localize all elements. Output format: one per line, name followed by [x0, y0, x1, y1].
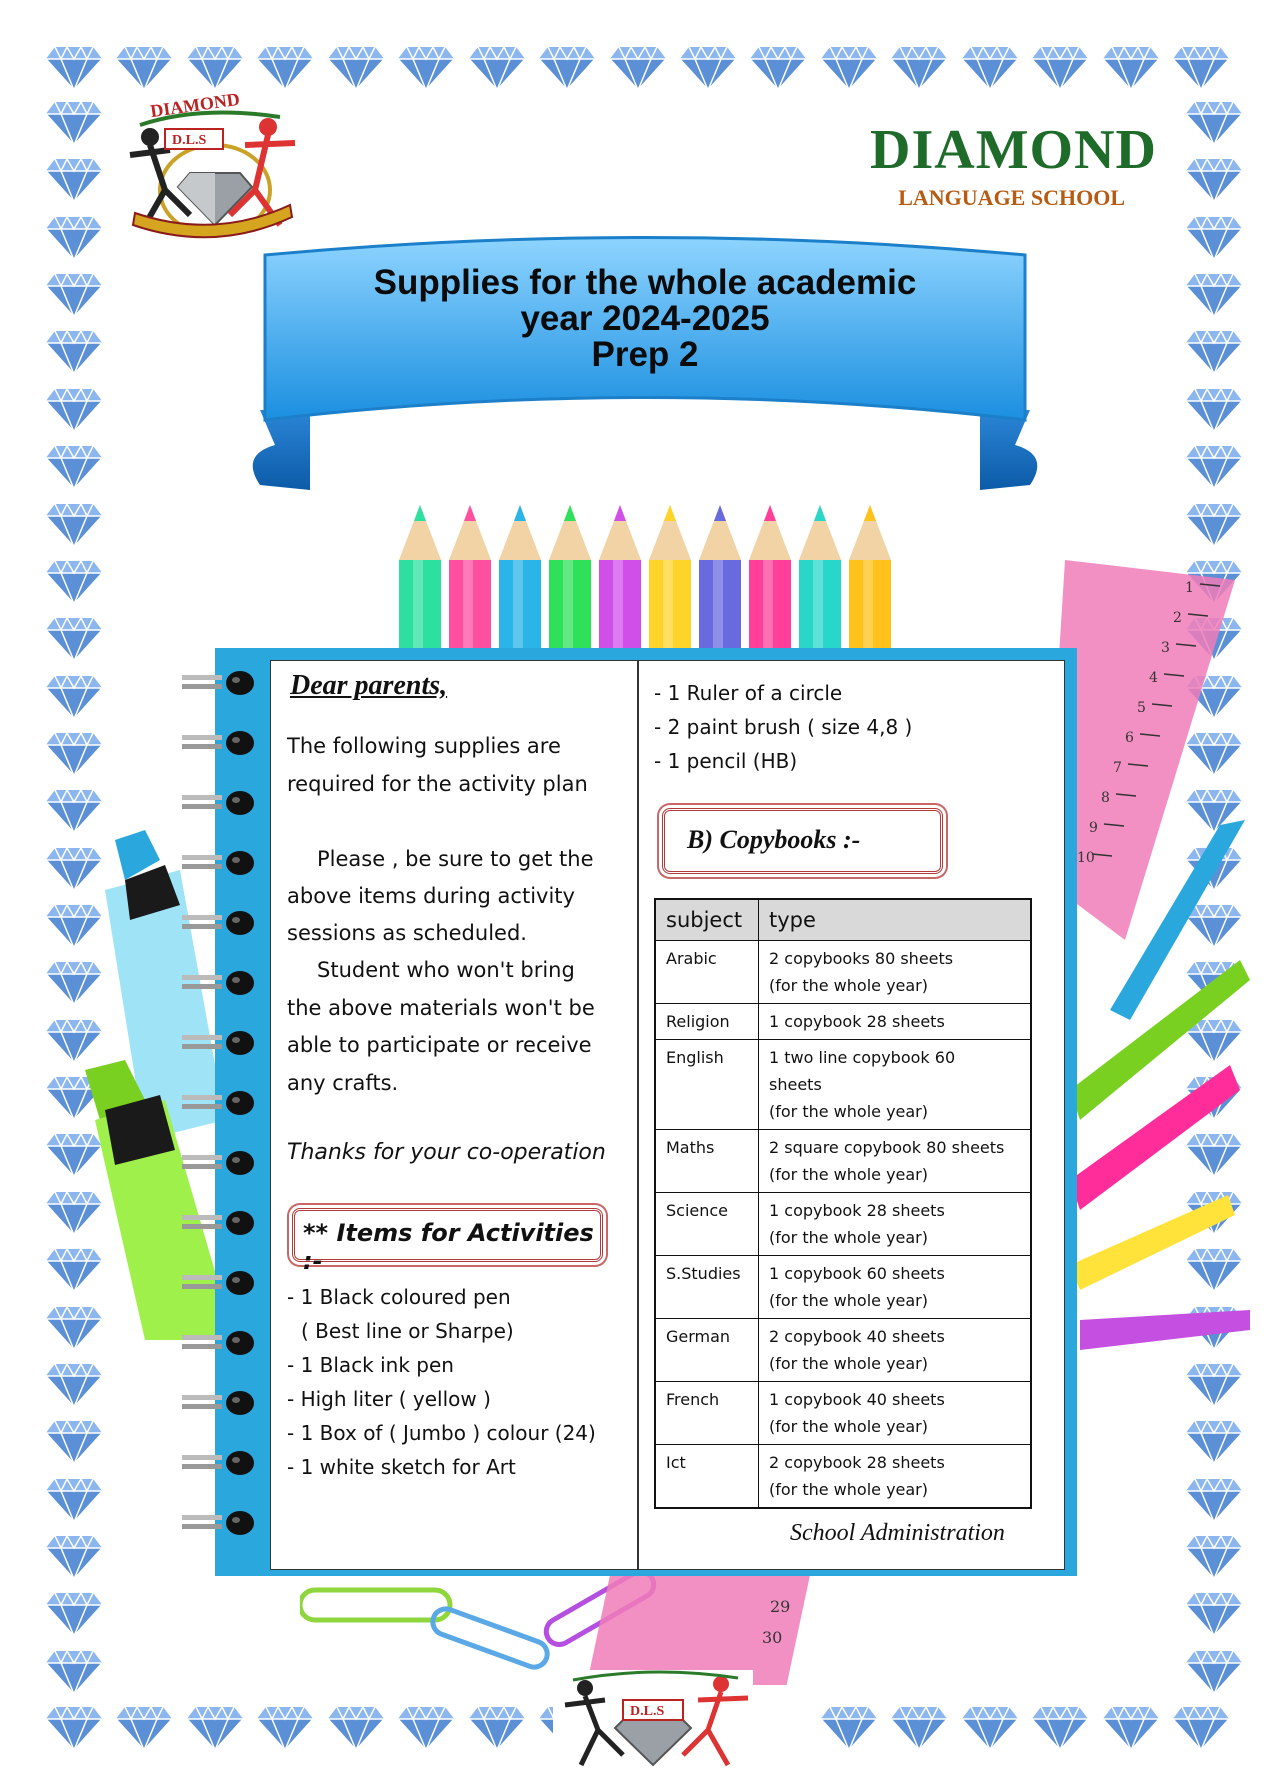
- ruler-number: 9: [1089, 820, 1098, 836]
- diamond-icon: [1185, 215, 1243, 261]
- diamond-icon: [749, 45, 807, 91]
- diamond-icon: [1185, 329, 1243, 375]
- table-row: [655, 1130, 1031, 1193]
- svg-text:29: 29: [770, 1597, 791, 1616]
- diamond-icon: [961, 45, 1019, 91]
- copybooks-heading: B) Copybooks :-: [687, 825, 861, 854]
- diamond-icon: [45, 387, 103, 433]
- subject-cell: German: [655, 1319, 759, 1382]
- banner-line-3: Prep 2: [591, 335, 699, 374]
- warning-line-4: any crafts.: [287, 1071, 399, 1095]
- logo-emblem-icon: [120, 95, 300, 245]
- diamond-icon: [45, 444, 103, 490]
- diamond-icon: [397, 45, 455, 91]
- diamond-border-top: [45, 45, 1230, 91]
- type-cell: [759, 941, 1032, 1004]
- subject-cell: Arabic: [655, 941, 759, 1004]
- banner-line-1: Supplies for the whole academic: [373, 263, 917, 302]
- subject-cell: French: [655, 1382, 759, 1445]
- type-line: 1 two line copybook 60: [769, 1048, 956, 1067]
- type-cell: [759, 1130, 1032, 1193]
- spiral-ring-icon: [182, 910, 262, 936]
- diamond-icon: [45, 559, 103, 605]
- thanks-note: Thanks for your co-operation: [287, 1140, 606, 1165]
- type-line: 1 copybook 60 sheets: [769, 1264, 945, 1283]
- list-item: - 1 Ruler of a circle: [654, 681, 843, 705]
- diamond-icon: [1102, 45, 1160, 91]
- spiral-ring-icon: [182, 1510, 262, 1536]
- logo-wordmark: DIAMOND: [148, 88, 241, 122]
- diamond-icon: [45, 1534, 103, 1580]
- list-item: - 1 white sketch for Art: [287, 1455, 516, 1479]
- diamond-icon: [45, 157, 103, 203]
- diamond-icon: [679, 45, 737, 91]
- diamond-icon: [1185, 1419, 1243, 1465]
- diamond-icon: [1185, 100, 1243, 146]
- type-line: (for the whole year): [769, 1165, 928, 1184]
- svg-text:30: 30: [762, 1628, 783, 1647]
- crayons-icon: [1070, 820, 1250, 1380]
- list-item: - 1 Box of ( Jumbo ) colour (24): [287, 1421, 596, 1445]
- ruler-number: 5: [1137, 700, 1146, 716]
- activities-heading-box: [292, 1208, 603, 1275]
- type-cell: [759, 1256, 1032, 1319]
- pencil-icon: [849, 505, 891, 665]
- type-line: (for the whole year): [769, 1480, 928, 1499]
- activities-list: [287, 1280, 596, 1484]
- paper-clips-icon: [300, 1575, 810, 1685]
- diamond-icon: [820, 45, 878, 91]
- list-item: - 2 paint brush ( size 4,8 ): [654, 715, 913, 739]
- type-cell: [759, 1319, 1032, 1382]
- diamond-icon: [1185, 272, 1243, 318]
- diamond-icon: [1031, 45, 1089, 91]
- table-row: [655, 1445, 1031, 1509]
- type-line: sheets: [769, 1075, 822, 1094]
- type-cell: [759, 1382, 1032, 1445]
- spiral-ring-icon: [182, 1450, 262, 1476]
- diamond-icon: [45, 731, 103, 777]
- school-subtitle: LANGUAGE SCHOOL: [898, 185, 1125, 210]
- ruler-number: 3: [1161, 640, 1170, 656]
- ruler-number: 6: [1125, 730, 1134, 746]
- diamond-icon: [1185, 1477, 1243, 1523]
- type-line: 2 copybook 28 sheets: [769, 1453, 945, 1472]
- type-cell: [759, 1004, 1032, 1040]
- type-line: 1 copybook 28 sheets: [769, 1201, 945, 1220]
- diamond-icon: [186, 1705, 244, 1751]
- diamond-icon: [115, 1705, 173, 1751]
- list-item: - 1 Black ink pen: [287, 1353, 454, 1377]
- ruler-number: 1: [1185, 580, 1194, 596]
- diamond-icon: [186, 45, 244, 91]
- ruler-number: 7: [1113, 760, 1122, 776]
- instruction-line-2: above items during activity: [287, 884, 575, 908]
- signature: School Administration: [790, 1520, 1005, 1546]
- ruler-number: 2: [1173, 610, 1182, 626]
- ruler-number: 8: [1101, 790, 1110, 806]
- diamond-icon: [1185, 1534, 1243, 1580]
- type-line: 2 copybooks 80 sheets: [769, 949, 954, 968]
- activities-list-continued: [654, 676, 912, 778]
- colored-pencils-icon: [395, 505, 895, 665]
- subject-cell: Religion: [655, 1004, 759, 1040]
- diamond-icon: [468, 1705, 526, 1751]
- type-cell: [759, 1040, 1032, 1130]
- diamond-icon: [45, 329, 103, 375]
- pencil-icon: [499, 505, 541, 665]
- diamond-icon: [115, 45, 173, 91]
- subject-cell: S.Studies: [655, 1256, 759, 1319]
- diamond-icon: [327, 45, 385, 91]
- banner-line-2: year 2024-2025: [520, 299, 770, 338]
- diamond-icon: [890, 1705, 948, 1751]
- svg-text:D.L.S: D.L.S: [172, 133, 207, 148]
- subject-cell: Maths: [655, 1130, 759, 1193]
- intro-line-2: required for the activity plan: [287, 772, 588, 796]
- diamond-icon: [1102, 1705, 1160, 1751]
- column-header-type: type: [759, 899, 1032, 941]
- spiral-ring-icon: [182, 1210, 262, 1236]
- spiral-ring-icon: [182, 1390, 262, 1416]
- greeting: Dear parents,: [290, 670, 448, 701]
- diamond-icon: [1185, 157, 1243, 203]
- subject-cell: Science: [655, 1193, 759, 1256]
- list-item: - High liter ( yellow ): [287, 1387, 491, 1411]
- diamond-icon: [468, 45, 526, 91]
- spiral-ring-icon: [182, 850, 262, 876]
- diamond-icon: [45, 215, 103, 261]
- type-cell: [759, 1445, 1032, 1509]
- list-item: ( Best line or Sharpe): [301, 1319, 514, 1343]
- diamond-icon: [327, 1705, 385, 1751]
- table-header-row: [655, 899, 1031, 941]
- spiral-ring-icon: [182, 730, 262, 756]
- type-line: 1 copybook 28 sheets: [769, 1012, 945, 1031]
- subject-cell: English: [655, 1040, 759, 1130]
- type-line: (for the whole year): [769, 1291, 928, 1310]
- pencil-icon: [699, 505, 741, 665]
- type-line: 2 copybook 40 sheets: [769, 1327, 945, 1346]
- pencil-icon: [449, 505, 491, 665]
- diamond-icon: [1172, 1705, 1230, 1751]
- school-name: DIAMOND: [870, 119, 1157, 181]
- diamond-icon: [1185, 1649, 1243, 1695]
- diamond-icon: [45, 100, 103, 146]
- svg-text:D.L.S: D.L.S: [630, 1704, 665, 1719]
- copybooks-heading-box: [662, 808, 943, 874]
- border-gap: [749, 1705, 807, 1751]
- pencil-icon: [549, 505, 591, 665]
- table-row: [655, 1382, 1031, 1445]
- spiral-ring-icon: [182, 1270, 262, 1296]
- table-row: [655, 1256, 1031, 1319]
- diamond-icon: [538, 45, 596, 91]
- diamond-icon: [45, 502, 103, 548]
- copybooks-table: [654, 898, 1032, 1509]
- diamond-icon: [961, 1705, 1019, 1751]
- spiral-ring-icon: [182, 1150, 262, 1176]
- list-item: - 1 Black coloured pen: [287, 1285, 511, 1309]
- activities-heading: ** Items for Activities :-: [303, 1219, 594, 1275]
- type-line: (for the whole year): [769, 976, 928, 995]
- diamond-icon: [45, 616, 103, 662]
- pencil-icon: [749, 505, 791, 665]
- diamond-icon: [45, 1419, 103, 1465]
- banner-title: [250, 265, 1040, 373]
- diamond-icon: [609, 45, 667, 91]
- type-line: (for the whole year): [769, 1228, 928, 1247]
- type-line: (for the whole year): [769, 1102, 928, 1121]
- spiral-ring-icon: [182, 1090, 262, 1116]
- table-row: [655, 1319, 1031, 1382]
- diamond-icon: [45, 1591, 103, 1637]
- pencil-icon: [399, 505, 441, 665]
- type-cell: [759, 1193, 1032, 1256]
- table-row: [655, 1004, 1031, 1040]
- diamond-icon: [1185, 1591, 1243, 1637]
- table-row: [655, 1193, 1031, 1256]
- diamond-icon: [890, 45, 948, 91]
- diamond-icon: [45, 1705, 103, 1751]
- type-line: 2 square copybook 80 sheets: [769, 1138, 1005, 1157]
- instruction-line-3: sessions as scheduled.: [287, 921, 527, 945]
- type-line: (for the whole year): [769, 1354, 928, 1373]
- ruler-number: 10: [1077, 850, 1095, 866]
- pencil-icon: [799, 505, 841, 665]
- diamond-icon: [256, 1705, 314, 1751]
- bottom-logo-emblem-icon: [553, 1670, 753, 1775]
- school-logo: [120, 88, 300, 245]
- spiral-ring-icon: [182, 1330, 262, 1356]
- warning-line-1: Student who won't bring: [317, 958, 575, 982]
- intro-line-1: The following supplies are: [287, 734, 561, 758]
- column-divider: [637, 660, 639, 1570]
- spiral-ring-icon: [182, 1030, 262, 1056]
- pencil-icon: [599, 505, 641, 665]
- table-row: [655, 941, 1031, 1004]
- pencil-icon: [649, 505, 691, 665]
- diamond-icon: [256, 45, 314, 91]
- diamond-icon: [1185, 444, 1243, 490]
- diamond-icon: [45, 1649, 103, 1695]
- type-line: 1 copybook 40 sheets: [769, 1390, 945, 1409]
- diamond-icon: [397, 1705, 455, 1751]
- diamond-icon: [45, 674, 103, 720]
- subject-cell: Ict: [655, 1445, 759, 1509]
- warning-line-3: able to participate or receive: [287, 1033, 592, 1057]
- type-line: (for the whole year): [769, 1417, 928, 1436]
- diamond-icon: [820, 1705, 878, 1751]
- instruction-line-1: Please , be sure to get the: [317, 847, 594, 871]
- spiral-ring-icon: [182, 790, 262, 816]
- diamond-icon: [45, 1362, 103, 1408]
- table-row: [655, 1040, 1031, 1130]
- diamond-icon: [1172, 45, 1230, 91]
- diamond-icon: [45, 45, 103, 91]
- spiral-ring-icon: [182, 670, 262, 696]
- spiral-ring-icon: [182, 970, 262, 996]
- diamond-icon: [1031, 1705, 1089, 1751]
- highlighters-icon: [85, 820, 235, 1340]
- ruler-number: 4: [1149, 670, 1158, 686]
- column-header-subject: subject: [655, 899, 759, 941]
- warning-line-2: the above materials won't be: [287, 996, 595, 1020]
- diamond-icon: [1185, 387, 1243, 433]
- diamond-icon: [45, 1477, 103, 1523]
- diamond-icon: [45, 272, 103, 318]
- list-item: - 1 pencil (HB): [654, 749, 798, 773]
